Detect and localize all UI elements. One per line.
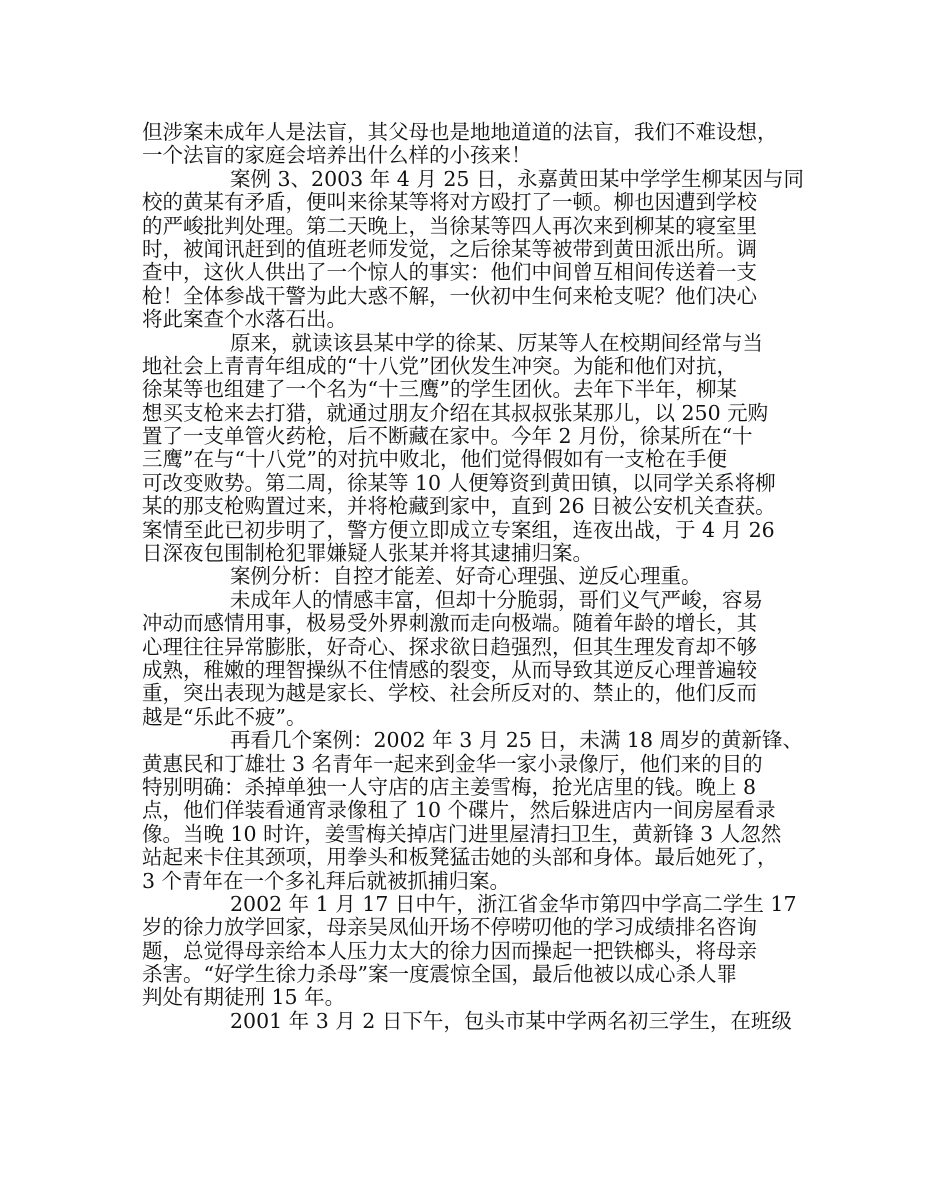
text-line: 3 个青年在一个多礼拜后就被抓捕归案。: [142, 868, 511, 893]
text-line: 站起来卡住其颈项，用拳头和板凳猛击她的头部和身体。最后她死了，: [142, 845, 778, 870]
text-line: 将此案查个水落石出。: [142, 307, 347, 332]
text-line: 日深夜包围制枪犯罪嫌疑人张某并将其逮捕归案。: [142, 541, 593, 566]
text-line: 黄惠民和丁雄壮 3 名青年一起来到金华一家小录像厅，他们来的目的: [142, 751, 763, 776]
text-line: 原来，就读该县某中学的徐某、厉某等人在校期间经常与当: [230, 330, 763, 355]
paragraph: [142, 729, 808, 893]
text-line: 一个法盲的家庭会培养出什么样的小孩来！: [142, 143, 532, 168]
text-line: 特别明确：杀掉单独一人守店的店主姜雪梅，抢光店里的钱。晚上 8: [142, 774, 757, 799]
text-line: 枪！全体参战干警为此大惑不解，一伙初中生何来枪支呢？他们决心: [142, 283, 757, 308]
text-line: 2002 年 1 月 17 日中午，浙江省金华市第四中学高二学生 17: [230, 891, 797, 916]
paragraph: [142, 121, 808, 168]
text-line: 的严峻批判处理。第二天晚上，当徐某等四人再次来到柳某的寝室里: [142, 213, 757, 238]
text-line: 案情至此已初步明了，警方便立即成立专案组，连夜出战，于 4 月 26: [142, 517, 775, 542]
text-line: 可改变败势。第二周，徐某等 10 人便筹资到黄田镇，以同学关系将柳: [142, 470, 776, 495]
paragraph: [142, 1010, 808, 1033]
text-line: 地社会上青青年组成的“十八党”团伙发生冲突。为能和他们对抗，: [142, 353, 737, 378]
text-line: 校的黄某有矛盾，便叫来徐某等将对方殴打了一顿。柳也因遭到学校: [142, 190, 757, 215]
text-line: 像。当晚 10 时许，姜雪梅关掉店门进里屋清扫卫生，黄新锋 3 人忽然: [142, 821, 782, 846]
text-line: 题，总觉得母亲给本人压力太大的徐力因而操起一把铁榔头，将母亲: [142, 938, 757, 963]
text-line: 案例分析：自控才能差、好奇心理强、逆反心理重。: [230, 564, 702, 589]
text-line: 三鹰”在与“十八党”的对抗中败北，他们觉得假如有一支枪在手便: [142, 447, 727, 472]
paragraph: [142, 332, 808, 566]
text-line: 心理往往异常膨胀，好奇心、探求欲日趋强烈，但其生理发育却不够: [142, 634, 757, 659]
text-line: 冲动而感情用事，极易受外界刺激而走向极端。随着年龄的增长，其: [142, 611, 757, 636]
paragraph-case-analysis: [142, 565, 808, 588]
paragraph: [142, 589, 808, 729]
text-line: 置了一支单管火药枪，后不断藏在家中。今年 2 月份，徐某所在“十: [142, 424, 753, 449]
text-line: 点，他们佯装看通宵录像租了 10 个碟片，然后躲进店内一间房屋看录: [142, 798, 776, 823]
text-line: 岁的徐力放学回家，母亲吴凤仙开场不停唠叨他的学习成绩排名咨询: [142, 915, 757, 940]
text-line: 某的那支枪购置过来，并将枪藏到家中，直到 26 日被公安机关查获。: [142, 494, 776, 519]
text-line: 成熟，稚嫩的理智操纵不住情感的裂变，从而导致其逆反心理普遍较: [142, 657, 757, 682]
text-line: 查中，这伙人供出了一个惊人的事实：他们中间曾互相间传送着一支: [142, 260, 757, 285]
text-line: 徐某等也组建了一个名为“十三鹰”的学生团伙。去年下半年，柳某: [142, 377, 737, 402]
text-line: 再看几个案例：2002 年 3 月 25 日，未满 18 周岁的黄新锋、: [230, 728, 803, 753]
document-page: [142, 121, 808, 1033]
paragraph: [142, 893, 808, 1010]
text-line: 重，突出表现为越是家长、学校、社会所反对的、禁止的，他们反而: [142, 681, 757, 706]
paragraph-case-3: [142, 168, 808, 332]
text-line: 时，被闻讯赶到的值班老师发觉，之后徐某等被带到黄田派出所。调: [142, 236, 757, 261]
text-line: 案例 3、2003 年 4 月 25 日，永嘉黄田某中学学生柳某因与同: [230, 166, 804, 191]
text-line: 2001 年 3 月 2 日下午，包头市某中学两名初三学生，在班级: [230, 1008, 792, 1033]
text-line: 判处有期徒刑 15 年。: [142, 985, 346, 1010]
text-line: 想买支枪来去打猎，就通过朋友介绍在其叔叔张某那儿，以 250 元购: [142, 400, 769, 425]
text-line: 越是“乐此不疲”。: [142, 704, 307, 729]
text-line: 但涉案未成年人是法盲，其父母也是地地道道的法盲，我们不难设想，: [142, 120, 778, 144]
text-line: 杀害。“好学生徐力杀母”案一度震惊全国，最后他被以成心杀人罪: [142, 962, 737, 987]
text-line: 未成年人的情感丰富，但却十分脆弱，哥们义气严峻，容易: [230, 587, 763, 612]
